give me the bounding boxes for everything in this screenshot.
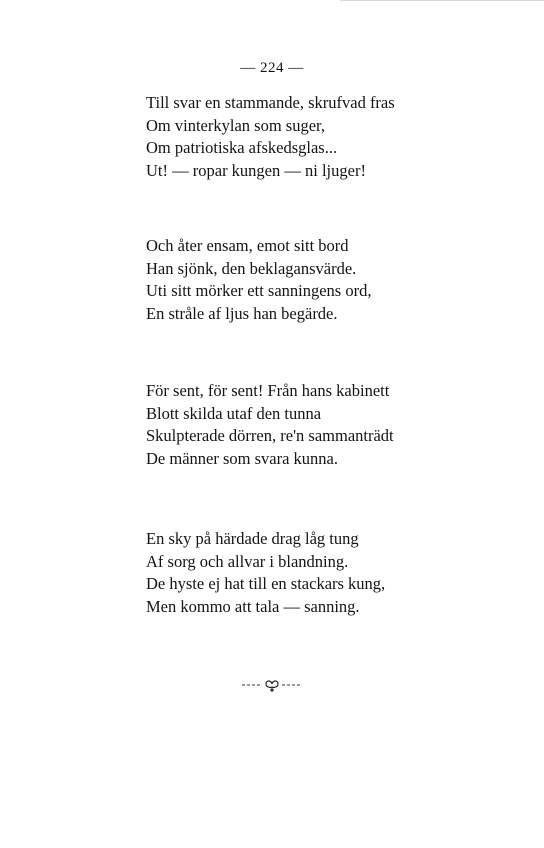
verse-line: Om patriotiska afskedsglas... <box>146 138 338 157</box>
stanza-1 <box>146 92 506 182</box>
stanza-3 <box>146 380 506 470</box>
verse-line: Och åter ensam, emot sitt bord <box>146 236 349 255</box>
verse-line: Blott skilda utaf den tunna <box>146 403 322 423</box>
verse-line: En stråle af ljus han begärde. <box>146 303 338 323</box>
fleuron-icon <box>240 678 304 694</box>
stanza-2 <box>146 235 506 325</box>
verse-line: För sent, för sent! Från hans kabinett <box>146 381 390 400</box>
verse-line: Af sorg och allvar i blandning. <box>146 551 349 571</box>
verse-line: Ut! — ropar kungen — ni ljuger! <box>146 160 366 180</box>
page-edge-line <box>340 0 544 1</box>
stanza-4 <box>146 528 506 618</box>
verse-line: De männer som svara kunna. <box>146 448 338 468</box>
verse-line: Han sjönk, den beklagansvärde. <box>146 258 357 278</box>
verse-line: Men kommo att tala — sanning. <box>146 596 360 616</box>
verse-line: Om vinterkylan som suger, <box>146 115 325 135</box>
fleuron-icon <box>0 677 544 694</box>
verse-line: Uti sitt mörker ett sanningens ord, <box>146 281 372 300</box>
verse-line: Skulpterade dörren, re'n sammanträdt <box>146 426 394 445</box>
verse-line: De hyste ej hat till en stackars kung, <box>146 574 386 593</box>
verse-line: Till svar en stammande, skrufvad fras <box>146 93 395 112</box>
page-number: — 224 — <box>240 60 304 76</box>
verse-line: En sky på härdade drag låg tung <box>146 529 359 548</box>
